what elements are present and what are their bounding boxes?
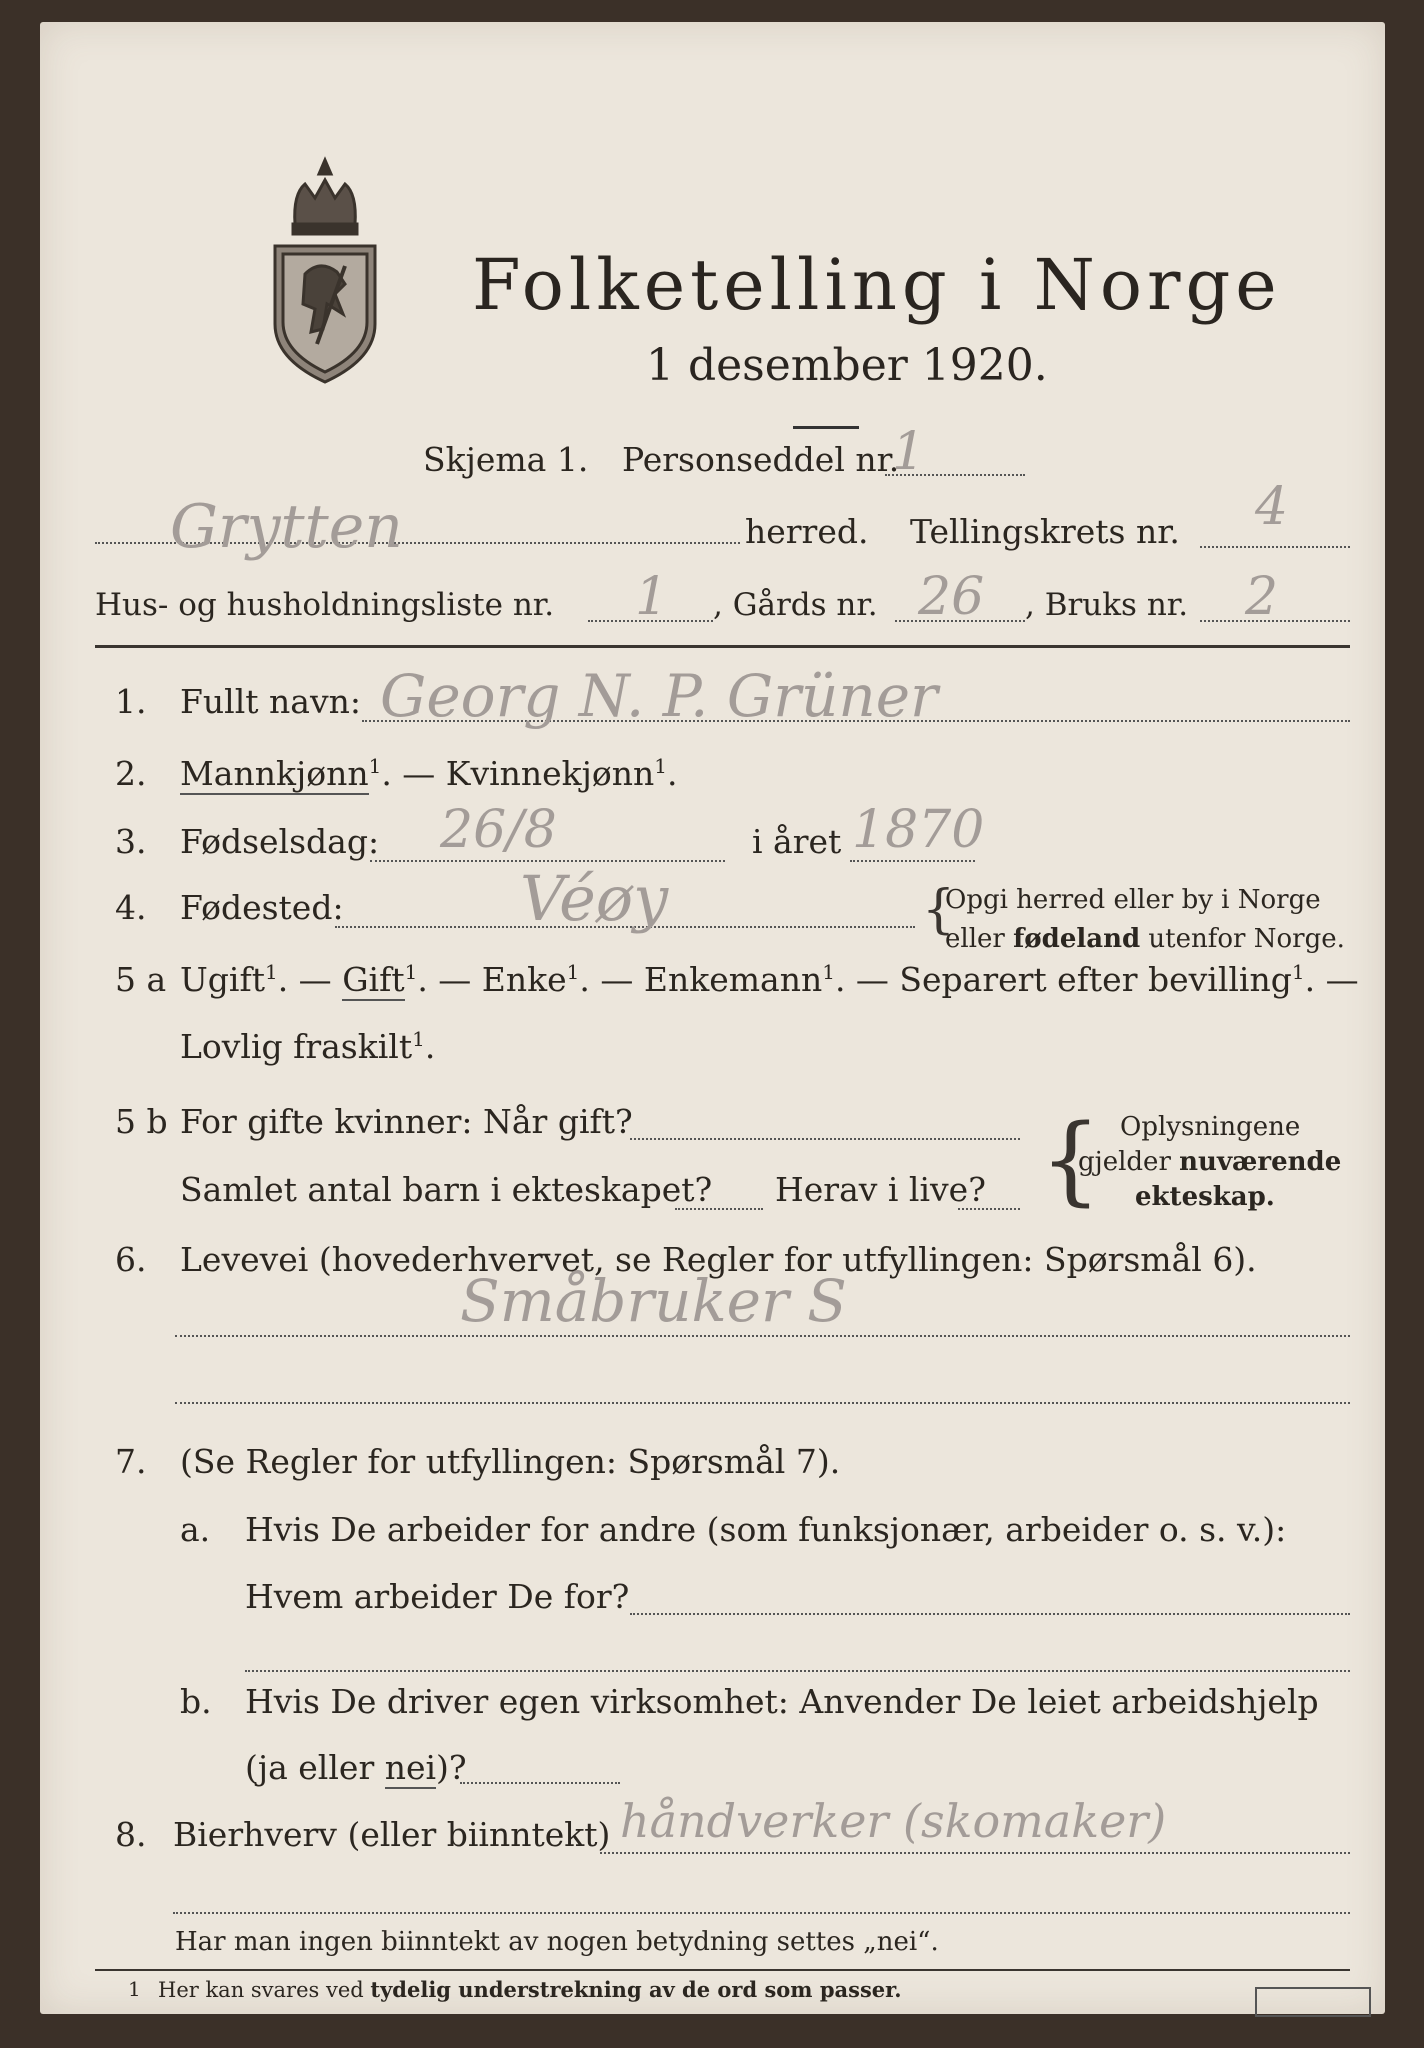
q5a-sup-3: 1 xyxy=(566,960,580,984)
q7-number: 7. xyxy=(115,1442,147,1481)
q3-label: Fødselsdag: xyxy=(180,822,380,861)
q2-male-option: Mannkjønn xyxy=(180,754,369,793)
tellingskrets-line xyxy=(1200,546,1350,548)
q5b-number: 5 b xyxy=(115,1102,168,1141)
q5a-ugift: Ugift xyxy=(180,960,265,999)
q1-value: Georg N. P. Grüner xyxy=(380,662,938,730)
tellingskrets-value: 4 xyxy=(1255,477,1289,537)
census-form-page xyxy=(40,22,1385,2014)
q5b-brace: { xyxy=(1040,1104,1102,1216)
gards-value: 26 xyxy=(918,567,985,627)
q7b-letter: b. xyxy=(180,1682,212,1721)
q7b-label2 xyxy=(245,1748,467,1787)
bruks-value: 2 xyxy=(1245,567,1279,627)
herred-value: Grytten xyxy=(170,492,403,562)
form-subtitle: 1 desember 1920. xyxy=(646,340,1048,391)
q4-label: Fødested: xyxy=(180,888,344,927)
footer-divider xyxy=(95,1969,1350,1971)
q4-brace: { xyxy=(922,880,956,940)
q8-label: Bierhverv (eller biinntekt) xyxy=(173,1815,611,1854)
q5a-lovlig: Lovlig fraskilt xyxy=(180,1027,413,1066)
q3-year-label: i året xyxy=(752,822,842,861)
q4-note-line2 xyxy=(945,924,1345,954)
q5a-line2 xyxy=(180,1027,435,1066)
q8-value: håndverker (skomaker) xyxy=(620,1794,1167,1848)
q5b-note2-a: gjelder xyxy=(1078,1147,1180,1177)
personseddel-label: Personseddel nr. xyxy=(622,440,900,479)
q4-note-c: utenfor Norge. xyxy=(1140,924,1345,954)
q7a-label1: Hvis De arbeider for andre (som funksjonær, arbeider o. s. v.): xyxy=(245,1510,1287,1549)
q5b-note2 xyxy=(1078,1147,1341,1177)
tellingskrets-label: Tellingskrets nr. xyxy=(910,512,1180,551)
q6-line2 xyxy=(175,1402,1350,1404)
personseddel-value: 1 xyxy=(892,422,926,482)
footnote-text xyxy=(158,1977,902,2002)
q5a-sup-5: 1 xyxy=(1291,960,1305,984)
footnote-a: Her kan svares ved xyxy=(158,1978,371,2002)
q7b-label2-c: )? xyxy=(436,1748,467,1787)
q2-sup-2: 1 xyxy=(654,754,668,778)
q4-number: 4. xyxy=(115,888,147,927)
hus-label: Hus- og husholdningsliste nr. xyxy=(95,587,555,623)
q5b-line2 xyxy=(675,1208,763,1210)
q7a-line1 xyxy=(630,1613,1350,1615)
q5b-line1 xyxy=(630,1138,1020,1140)
skjema-label: Skjema 1. xyxy=(423,440,589,479)
q6-label: Levevei (hovederhvervet, se Regler for utfyllingen: Spørsmål 6). xyxy=(180,1240,1257,1279)
q3-year-value: 1870 xyxy=(852,800,985,860)
q7b-nei: nei xyxy=(384,1748,437,1787)
printer-stamp-icon xyxy=(1255,1987,1371,2017)
q5a-sep3: . — Enkemann xyxy=(579,960,823,999)
coat-of-arms-icon xyxy=(265,154,385,389)
title-divider xyxy=(793,426,859,429)
q5b-note1: Oplysningene xyxy=(1120,1112,1301,1142)
q3-value: 26/8 xyxy=(440,800,557,860)
footnote-b: tydelig understrekning av de ord som passer. xyxy=(370,1977,902,2002)
q5b-label1: For gifte kvinner: Når gift? xyxy=(180,1102,633,1141)
q4-value: Véøy xyxy=(520,862,669,935)
q8-line2 xyxy=(173,1912,1350,1914)
q5a-sep2: . — Enke xyxy=(417,960,567,999)
form-title: Folketelling i Norge xyxy=(472,244,1282,326)
q5b-label2: Samlet antal barn i ekteskapet? xyxy=(180,1170,713,1209)
q5a-line1 xyxy=(180,960,1359,999)
bruks-label: , Bruks nr. xyxy=(1025,587,1189,623)
q5a-sup-4: 1 xyxy=(822,960,835,984)
q5a-sep4: . — Separert efter bevilling xyxy=(834,960,1292,999)
hus-value: 1 xyxy=(635,567,669,627)
q2-line xyxy=(180,754,678,793)
q5a-number: 5 a xyxy=(115,960,167,999)
q4-note-b: fødeland xyxy=(1013,924,1141,954)
q7b-line xyxy=(460,1782,620,1784)
q2-sup-1: 1 xyxy=(368,754,382,778)
q6-value: Småbruker S xyxy=(460,1267,847,1335)
q2-number: 2. xyxy=(115,754,147,793)
header-divider xyxy=(95,645,1350,648)
q5a-sep1: . — xyxy=(277,960,343,999)
biinntekt-note: Har man ingen biinntekt av nogen betydning settes „nei“. xyxy=(175,1927,939,1957)
q4-note-line1: Opgi herred eller by i Norge xyxy=(945,885,1321,915)
q1-label: Fullt navn: xyxy=(180,682,361,721)
q7a-letter: a. xyxy=(180,1510,211,1549)
q7b-label2-a: (ja eller xyxy=(245,1748,385,1787)
q8-line1 xyxy=(600,1852,1350,1854)
q1-number: 1. xyxy=(115,682,147,721)
q5a-sup-1: 1 xyxy=(264,960,278,984)
q7-label: (Se Regler for utfyllingen: Spørsmål 7). xyxy=(180,1442,841,1481)
q5a-end: . xyxy=(424,1027,436,1066)
gards-label: , Gårds nr. xyxy=(713,587,878,623)
q5a-sup-2: 1 xyxy=(404,960,418,984)
q5a-sup-6: 1 xyxy=(412,1027,425,1051)
q6-line1 xyxy=(175,1335,1350,1337)
q7a-line2 xyxy=(245,1670,1350,1672)
q7a-label2: Hvem arbeider De for? xyxy=(245,1577,630,1616)
q5b-note2-b: nuværende xyxy=(1179,1147,1342,1177)
q2-end: . xyxy=(667,754,678,793)
q4-note-a: eller xyxy=(945,924,1014,954)
footnote-mark: 1 xyxy=(128,1977,141,2001)
q2-female-option: Kvinnekjønn xyxy=(445,754,655,793)
q5a-gift: Gift xyxy=(342,960,405,999)
q5b-note3: ekteskap. xyxy=(1135,1182,1275,1212)
q5b-line3 xyxy=(958,1208,1020,1210)
q3-year-line xyxy=(850,860,975,862)
q8-number: 8. xyxy=(115,1815,147,1854)
q7b-label1: Hvis De driver egen virksomhet: Anvender De leiet arbeidshjelp xyxy=(245,1682,1319,1721)
q2-separator: . — xyxy=(381,754,446,793)
q3-number: 3. xyxy=(115,822,147,861)
q6-number: 6. xyxy=(115,1240,147,1279)
herred-label: herred. xyxy=(745,512,869,551)
q5a-sep5: . — xyxy=(1304,960,1359,999)
q5b-label3: Herav i live? xyxy=(775,1170,986,1209)
